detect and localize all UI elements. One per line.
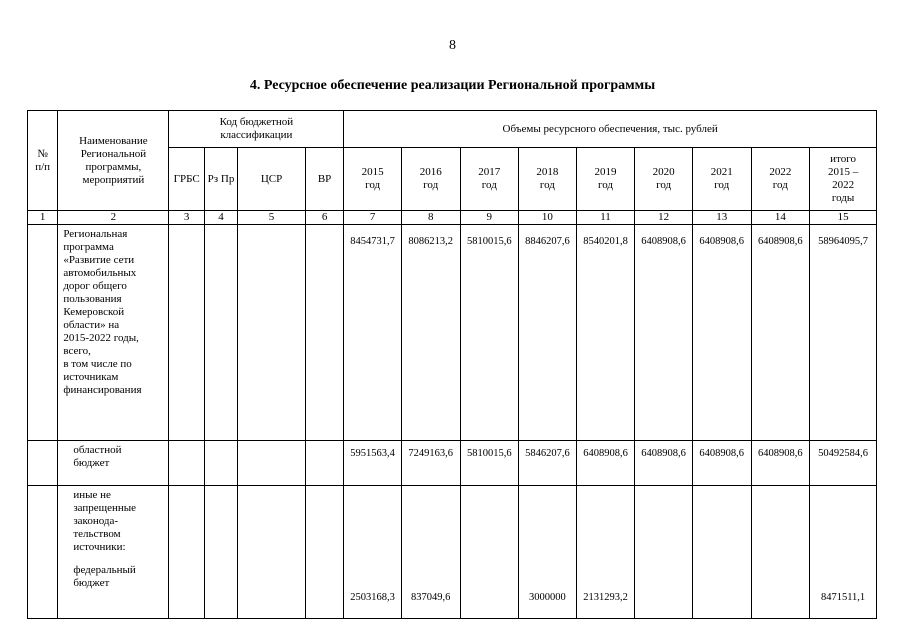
column-index: 4 xyxy=(204,211,237,225)
header-total: итого 2015 – 2022 годы xyxy=(810,148,877,211)
column-index: 5 xyxy=(238,211,306,225)
value-2017 xyxy=(460,486,519,619)
cell-vr xyxy=(305,441,343,486)
column-index: 1 xyxy=(28,211,58,225)
cell-rzpr xyxy=(204,225,237,441)
value-2020 xyxy=(635,486,693,619)
value-2016: 7249163,6 xyxy=(401,441,460,486)
cell-vr xyxy=(305,225,343,441)
column-index: 8 xyxy=(401,211,460,225)
regional-budget-name: областной бюджет xyxy=(58,441,169,486)
value-total: 50492584,6 xyxy=(810,441,877,486)
value-2019: 2131293,2 xyxy=(576,486,635,619)
header-name: Наименование Региональной программы, мероприятий xyxy=(58,111,169,211)
column-index-row xyxy=(28,211,877,225)
value-2022: 6408908,6 xyxy=(751,225,810,441)
header-volumes: Объемы ресурсного обеспечения, тыс. рублей xyxy=(344,111,877,148)
program-name: Региональная программа «Развитие сети автомобильных дорог общего пользования Кемеровской области» на 2015-2022 годы, всего, в том числе по источникам финансирования xyxy=(58,225,169,441)
header-num: № п/п xyxy=(28,111,58,211)
value-2018: 5846207,6 xyxy=(519,441,577,486)
value-2021 xyxy=(692,486,751,619)
table-row-regional-budget xyxy=(28,441,877,486)
header-year-2018: 2018 год xyxy=(519,148,577,211)
cell-num xyxy=(28,441,58,486)
cell-vr xyxy=(305,486,343,619)
value-2021: 6408908,6 xyxy=(692,441,751,486)
section-title: 4. Ресурсное обеспечение реализации Региональной программы xyxy=(249,78,656,93)
table-row-other-sources xyxy=(28,486,877,619)
header-year-2021: 2021 год xyxy=(692,148,751,211)
value-2015: 5951563,4 xyxy=(344,441,402,486)
cell-csr xyxy=(238,441,306,486)
column-index: 10 xyxy=(519,211,577,225)
cell-grbs xyxy=(169,441,204,486)
column-index: 15 xyxy=(810,211,877,225)
other-sources-name: иные не запрещенные законода- тельством источники: федеральный бюджет xyxy=(58,486,169,619)
value-2018: 8846207,6 xyxy=(519,225,577,441)
page-number: 8 xyxy=(449,38,456,53)
value-total: 8471511,1 xyxy=(810,486,877,619)
federal-budget-name: федеральный xyxy=(73,564,136,576)
header-year-2020: 2020 год xyxy=(635,148,693,211)
value-2016: 8086213,2 xyxy=(401,225,460,441)
header-year-2019: 2019 год xyxy=(576,148,635,211)
resource-table xyxy=(27,110,877,619)
header-year-2016: 2016 год xyxy=(401,148,460,211)
column-index: 9 xyxy=(460,211,519,225)
value-2015: 2503168,3 xyxy=(344,486,402,619)
value-2021: 6408908,6 xyxy=(692,225,751,441)
value-2018: 3000000 xyxy=(519,486,577,619)
value-2022 xyxy=(751,486,810,619)
cell-rzpr xyxy=(204,486,237,619)
header-rzpr: Рз Пр xyxy=(204,148,237,211)
header-year-2022: 2022 год xyxy=(751,148,810,211)
value-2016: 837049,6 xyxy=(401,486,460,619)
cell-num xyxy=(28,486,58,619)
header-row-1 xyxy=(28,111,877,148)
column-index: 3 xyxy=(169,211,204,225)
header-year-2015: 2015 год xyxy=(344,148,402,211)
column-index: 6 xyxy=(305,211,343,225)
header-year-2017: 2017 год xyxy=(460,148,519,211)
value-2017: 5810015,6 xyxy=(460,441,519,486)
column-index: 12 xyxy=(635,211,693,225)
value-total: 58964095,7 xyxy=(810,225,877,441)
cell-rzpr xyxy=(204,441,237,486)
header-vr: ВР xyxy=(305,148,343,211)
cell-grbs xyxy=(169,486,204,619)
value-2015: 8454731,7 xyxy=(344,225,402,441)
column-index: 13 xyxy=(692,211,751,225)
cell-csr xyxy=(238,225,306,441)
value-2017: 5810015,6 xyxy=(460,225,519,441)
cell-grbs xyxy=(169,225,204,441)
cell-csr xyxy=(238,486,306,619)
table-row-program xyxy=(28,225,877,441)
column-index: 2 xyxy=(58,211,169,225)
cell-num xyxy=(28,225,58,441)
header-grbs: ГРБС xyxy=(169,148,204,211)
header-csr: ЦСР xyxy=(238,148,306,211)
value-2022: 6408908,6 xyxy=(751,441,810,486)
value-2019: 6408908,6 xyxy=(576,441,635,486)
column-index: 14 xyxy=(751,211,810,225)
value-2020: 6408908,6 xyxy=(635,225,693,441)
column-index: 11 xyxy=(576,211,635,225)
header-budget-code: Код бюджетной классификации xyxy=(169,111,344,148)
column-index: 7 xyxy=(344,211,402,225)
value-2020: 6408908,6 xyxy=(635,441,693,486)
value-2019: 8540201,8 xyxy=(576,225,635,441)
